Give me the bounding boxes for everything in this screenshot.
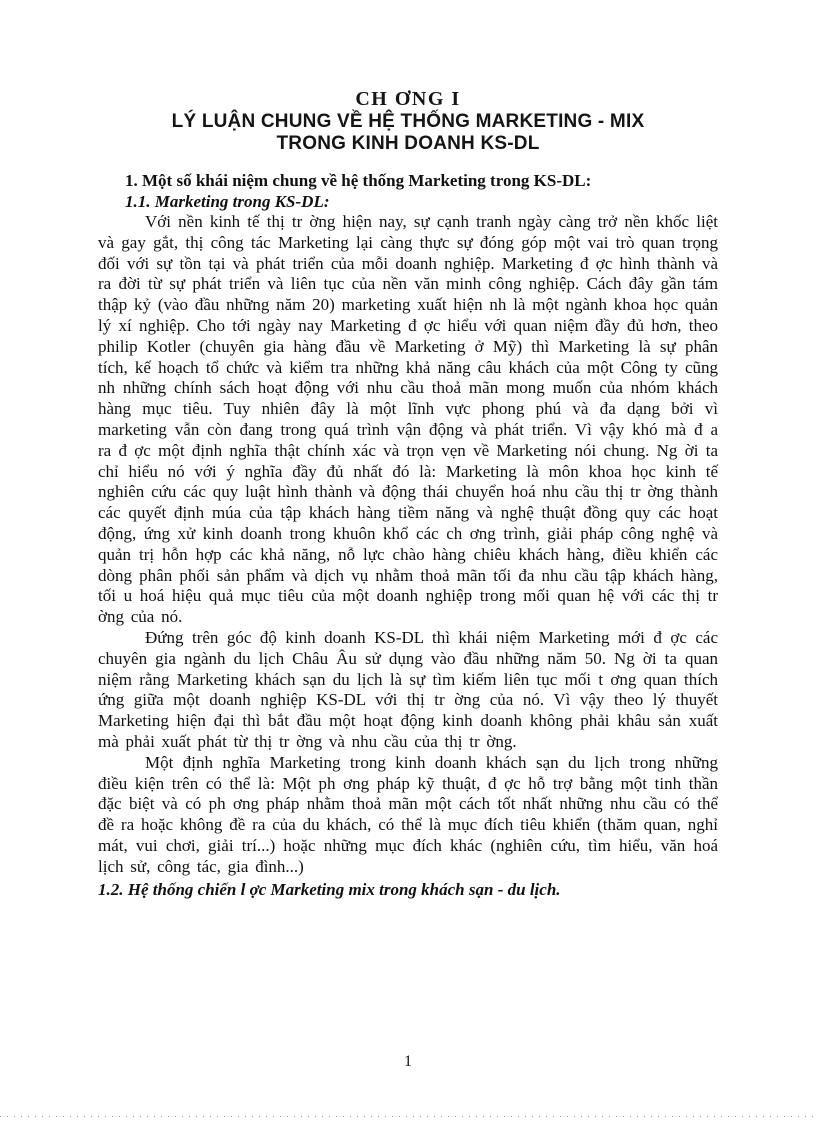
subsection-1-1-heading: 1.1. Marketing trong KS-DL: xyxy=(125,192,330,211)
main-title-line-2: TRONG KINH DOANH KS-DL xyxy=(276,133,540,154)
main-title-line-1: LÝ LUẬN CHUNG VỀ HỆ THỐNG MARKETING - MIX xyxy=(171,111,645,132)
title-block xyxy=(0,88,816,155)
subsection-1-2-heading: 1.2. Hệ thống chiến l ợc Marketing mix trong khách sạn - du lịch. xyxy=(98,879,561,899)
page-number: 1 xyxy=(404,1053,412,1070)
document-body xyxy=(98,170,718,900)
paragraph-ksdl-viewpoint: Đứng trên góc độ kinh doanh KS-DL thì khái niệm Marketing mới đ ợc các chuyên gia ngành du lịch Châu Âu sử dụng vào đầu những năm 50. Ng ời ta quan niệm rằng Marketing khách sạn du lịch là sự tìm kiếm liên tục mối t ơng quan thích ứng giữa một doanh nghiệp KS-DL với thị tr ờng của nó. Vì vậy theo lý thuyết Marketing hiện đại thì bắt đầu một hoạt động kinh doanh không phải khâu sản xuất mà phải xuất phát từ thị tr ờng và nhu cầu của thị tr ờng. xyxy=(98,627,718,751)
paragraph-hotel-tourism-definition: Một định nghĩa Marketing trong kinh doanh khách sạn du lịch trong những điều kiện trên có thể là: Một ph ơng pháp kỹ thuật, đ ợc hỗ trợ bằng một tinh thần đặc biệt và có ph ơng pháp nhằm thoả mãn một cách tốt nhất những nhu cầu có thể đề ra hoặc không đề ra của du khách, có thể là mục đích tiêu khiển (thăm quan, nghỉ mát, vui chơi, giải trí...) hoặc những mục đích khác (nghiên cứu, tìm hiểu, văn hoá lịch sử, công tác, gia đình...) xyxy=(98,752,718,876)
paragraph-marketing-definition: Với nền kinh tế thị tr ờng hiện nay, sự cạnh tranh ngày càng trở nền khốc liệt và gay gắt, thị công tác Marketing lại càng thực sự đóng góp một vai trò quan trọng đối với sự tồn tại và phát triển của mỗi doanh nghiệp. Marketing đ ợc hình thành và ra đời từ sự phát triển và liên tục của nền văn minh công nghiệp. Cách đây gần tám thập kỷ (vào đầu những năm 20) marketing xuất hiện nh là một ngành khoa học quản lý xí nghiệp. Cho tới ngày nay Marketing đ ợc hiểu với quan niệm đầy đủ hơn, theo philip Kotler (chuyên gia hàng đầu về Marketing ở Mỹ) thì Marketing là sự phân tích, kế hoạch tổ chức và kiểm tra những khả năng câu khách của một Công ty cũng nh những chính sách hoạt động với nhu cầu thoả mãn mong muốn của nhóm khách hàng mục tiêu. Tuy nhiên đây là một lĩnh vực phong phú và đa dạng bởi vì marketing vẫn còn đang trong quá trình vận động và phát triển. Vì vậy khó mà đ a ra đ ợc một định nghĩa thật chính xác và trọn vẹn về Marketing nói chung. Ng ời ta chỉ hiểu nó với ý nghĩa đầy đủ nhất đó là: Marketing là môn khoa học kinh tế nghiên cứu các quy luật hình thành và động thái chuyển hoá nhu cầu thị tr ờng thành các quyết định múa của tập khách hàng tiềm năng và nghệ thuật đồng quy các hoạt động, ứng xử kinh doanh trong khuôn khổ các ch ơng trình, giải pháp công nghệ và quản trị hỗn hợp các khả năng, nỗ lực chào hàng chiêu khách hàng, điều khiển các dòng phân phối sản phẩm và dịch vụ nhằm thoả mãn tối đa nhu cầu tập khách hàng, tối u hoá hiệu quả mục tiêu của một doanh nghiệp trong mối quan hệ với các thị tr ờng của nó. xyxy=(98,212,718,627)
chapter-heading: CH ƠNG I xyxy=(355,88,461,110)
section-1-heading: 1. Một số khái niệm chung về hệ thống Marketing trong KS-DL: xyxy=(125,171,592,190)
page-boundary-dotted-line xyxy=(0,1116,816,1117)
